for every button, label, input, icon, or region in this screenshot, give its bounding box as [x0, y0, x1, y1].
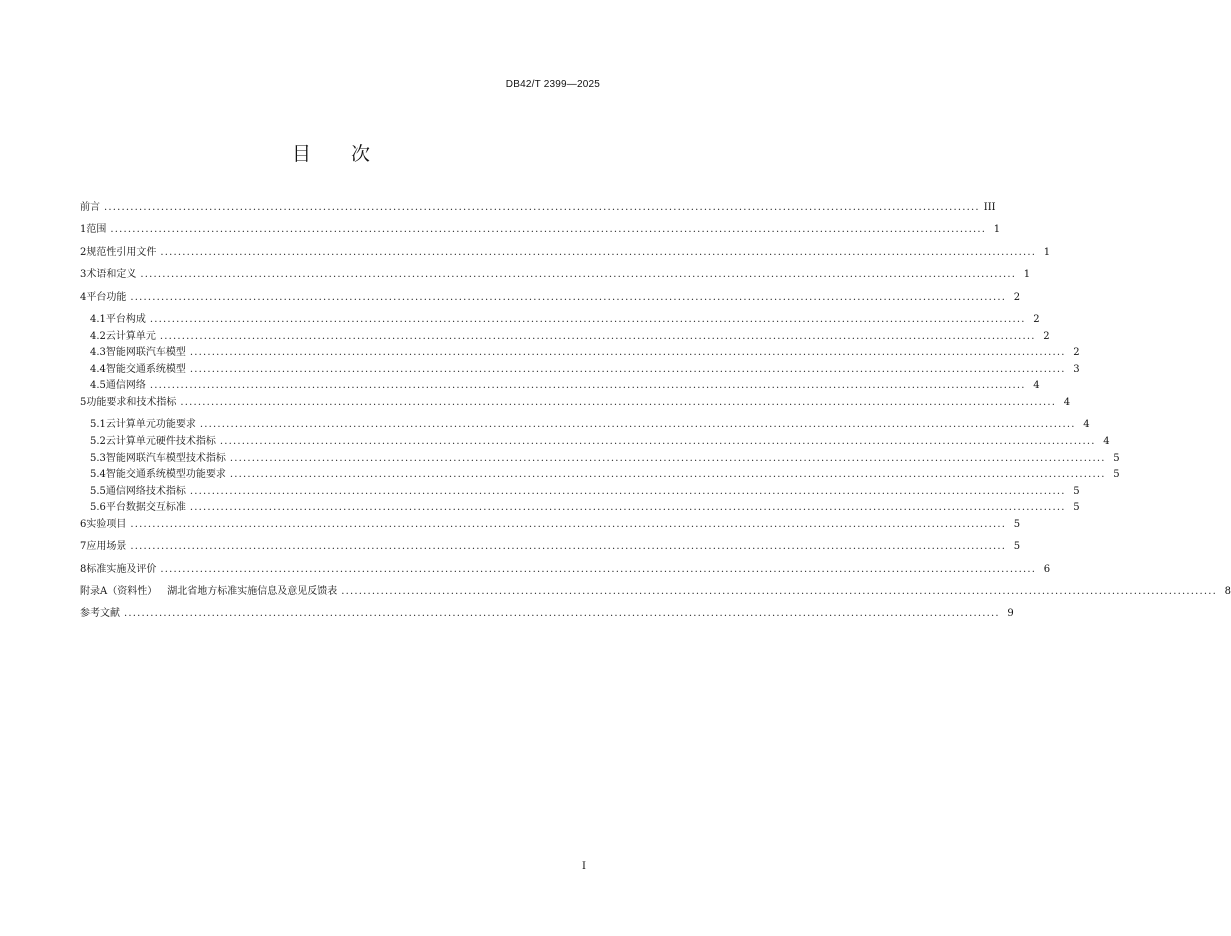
- toc-entry-label: 平台构成: [105, 313, 146, 325]
- toc-entry-number: 5.1: [90, 419, 106, 431]
- toc-entry-leader: ........................................................................................................................................................................................................: [130, 541, 1007, 553]
- toc-entry[interactable]: [80, 269, 1031, 291]
- toc-entry-page: 1: [993, 224, 1001, 236]
- toc-entry-leader: ........................................................................................................................................................................................................: [110, 224, 987, 236]
- toc-entry[interactable]: [80, 363, 1080, 381]
- toc-entry-page: III: [983, 202, 996, 213]
- toc-entry-page: 4: [1103, 435, 1110, 447]
- toc-entry-page: 8: [1224, 586, 1231, 598]
- toc-entry-label: 实验项目: [86, 518, 127, 530]
- toc-entry[interactable]: [80, 380, 1040, 397]
- title-part-2: 次: [351, 143, 371, 165]
- page-title: [0, 139, 662, 166]
- toc-entry-leader: ........................................................................................................................................................................................................: [149, 313, 1026, 325]
- toc-entry-number: 5.5: [90, 485, 106, 497]
- toc-entry-number: 5: [80, 396, 87, 408]
- toc-entry-leader: ........................................................................................................................................................................................................: [140, 269, 1017, 281]
- toc-entry[interactable]: [80, 246, 1051, 269]
- toc-entry-leader: ........................................................................................................................................................................................................: [130, 291, 1007, 303]
- table-of-contents: [80, 202, 1231, 631]
- toc-entry-number: 4: [80, 291, 87, 303]
- toc-entry-leader: ........................................................................................................................................................................................................: [189, 502, 1066, 514]
- toc-entry-label: 标准实施及评价: [86, 563, 157, 575]
- toc-entry-label: 功能要求和技术指标: [86, 396, 177, 408]
- toc-entry-number: 1: [80, 224, 87, 236]
- toc-entry-number: 5.2: [90, 435, 106, 447]
- toc-entry-label: 术语和定义: [86, 269, 137, 281]
- toc-entry-number: 5.4: [90, 469, 106, 481]
- toc-entry-page: 2: [1013, 291, 1021, 303]
- toc-entry-page: 3: [1073, 363, 1080, 375]
- toc-entry-number: 2: [80, 246, 87, 258]
- toc-entry-label: 前言: [80, 202, 100, 213]
- toc-entry-annex-tag: 附录A（资料性）: [80, 586, 158, 598]
- toc-entry[interactable]: [80, 313, 1040, 331]
- toc-entry-label: 智能网联汽车模型技术指标: [105, 452, 226, 464]
- toc-entry-leader: ........................................................................................................................................................................................................: [159, 330, 1036, 342]
- toc-entry-page: 6: [1043, 563, 1051, 575]
- toc-entry-label: 通信网络: [105, 380, 146, 392]
- toc-entry-number: 4.2: [90, 330, 106, 342]
- toc-entry-page: 1: [1023, 269, 1031, 281]
- toc-entry-number: 5.6: [90, 502, 106, 514]
- toc-entry-label: 范围: [86, 224, 107, 236]
- toc-entry[interactable]: [80, 541, 1021, 563]
- toc-entry-leader: ........................................................................................................................................................................................................: [189, 485, 1066, 497]
- toc-entry-leader: ........................................................................................................................................................................................................: [229, 469, 1106, 481]
- toc-entry[interactable]: [80, 485, 1080, 503]
- toc-entry-page: 5: [1073, 485, 1080, 497]
- toc-entry[interactable]: [80, 347, 1080, 364]
- toc-entry-page: 5: [1013, 541, 1021, 553]
- toc-entry[interactable]: [80, 586, 1231, 608]
- toc-entry-label: 平台数据交互标准: [105, 502, 186, 514]
- toc-entry-number: 7: [80, 541, 87, 553]
- toc-entry[interactable]: [80, 502, 1080, 519]
- toc-entry[interactable]: [80, 518, 1021, 541]
- toc-entry[interactable]: [80, 224, 1001, 246]
- toc-entry-number: 4.3: [90, 347, 106, 359]
- toc-entry-label: 通信网络技术指标: [105, 485, 186, 497]
- toc-entry-label: 云计算单元硬件技术指标: [105, 435, 216, 447]
- toc-entry-page: 4: [1063, 396, 1071, 408]
- toc-entry-number: 3: [80, 269, 87, 281]
- toc-entry-page: 5: [1013, 518, 1021, 530]
- toc-entry-number: 4.5: [90, 380, 106, 392]
- toc-entry-leader: ........................................................................................................................................................................................................: [229, 452, 1106, 464]
- toc-entry-leader: ........................................................................................................................................................................................................: [189, 347, 1066, 359]
- toc-entry-label: 云计算单元功能要求: [105, 419, 196, 431]
- toc-entry-number: 6: [80, 518, 87, 530]
- toc-entry[interactable]: [80, 469, 1120, 486]
- toc-entry[interactable]: [80, 202, 996, 224]
- toc-entry-label: 智能交通系统模型: [105, 363, 186, 375]
- toc-entry[interactable]: [80, 330, 1050, 348]
- toc-entry-number: 8: [80, 563, 87, 575]
- toc-entry-label: 规范性引用文件: [86, 246, 157, 258]
- toc-entry-label: 智能网联汽车模型: [105, 347, 186, 359]
- toc-entry-number: 5.3: [90, 452, 106, 464]
- toc-entry-label: 智能交通系统模型功能要求: [105, 469, 226, 481]
- toc-entry[interactable]: [80, 419, 1090, 436]
- toc-entry-leader: ........................................................................................................................................................................................................: [160, 246, 1037, 258]
- toc-entry-leader: ........................................................................................................................................................................................................: [189, 363, 1066, 375]
- toc-entry-leader: ........................................................................................................................................................................................................: [130, 518, 1007, 530]
- toc-entry-leader: ........................................................................................................................................................................................................: [199, 419, 1076, 431]
- toc-entry-page: 5: [1073, 502, 1080, 514]
- toc-entry-label: 参考文献: [80, 608, 120, 620]
- toc-entry-label: 云计算单元: [105, 330, 156, 342]
- toc-entry-page: 1: [1043, 246, 1051, 258]
- toc-entry-leader: ........................................................................................................................................................................................................: [160, 563, 1037, 575]
- toc-entry-page: 2: [1043, 330, 1050, 342]
- toc-entry-number: 4.4: [90, 363, 106, 375]
- toc-entry-label: [80, 586, 337, 598]
- toc-entry-label: 平台功能: [86, 291, 127, 303]
- title-part-1: 目: [291, 143, 311, 165]
- standard-code: DB42/T 2399—2025: [505, 79, 600, 90]
- toc-entry[interactable]: [80, 291, 1021, 314]
- footer-page-number: I: [582, 861, 586, 872]
- toc-entry-leader: ........................................................................................................................................................................................................: [219, 435, 1096, 447]
- toc-entry-page: 5: [1113, 469, 1120, 481]
- toc-entry-page: 2: [1033, 313, 1040, 325]
- toc-entry-leader: ........................................................................................................................................................................................................: [180, 396, 1057, 408]
- toc-entry[interactable]: [80, 396, 1071, 419]
- toc-entry-page: 4: [1083, 419, 1090, 431]
- toc-entry[interactable]: [80, 608, 1014, 630]
- toc-entry-leader: ........................................................................................................................................................................................................: [104, 202, 980, 213]
- toc-entry-annex-title: 湖北省地方标准实施信息及意见反馈表: [167, 586, 338, 598]
- toc-entry-page: 5: [1113, 452, 1120, 464]
- toc-entry-leader: ........................................................................................................................................................................................................: [124, 608, 1000, 620]
- toc-entry[interactable]: [80, 563, 1051, 586]
- toc-entry-leader: ........................................................................................................................................................................................................: [149, 380, 1026, 392]
- toc-entry[interactable]: [80, 452, 1120, 470]
- toc-entry-number: 4.1: [90, 313, 106, 325]
- toc-entry-page: 9: [1007, 608, 1014, 620]
- toc-entry[interactable]: [80, 435, 1110, 453]
- toc-entry-leader: ........................................................................................................................................................................................................: [341, 586, 1217, 598]
- toc-entry-page: 4: [1033, 380, 1040, 392]
- toc-entry-page: 2: [1073, 347, 1080, 359]
- toc-entry-label: 应用场景: [86, 541, 127, 553]
